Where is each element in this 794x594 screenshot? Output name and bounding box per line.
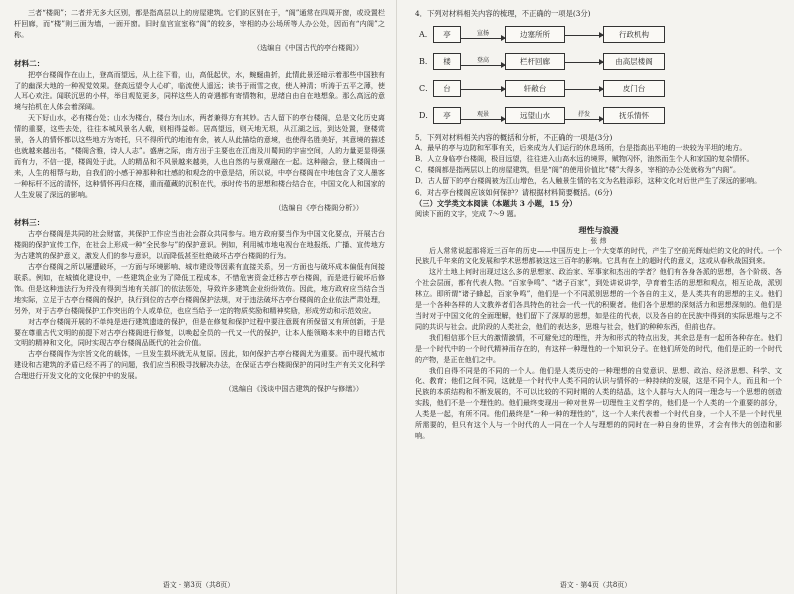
flow-row [419,103,782,128]
flow-arrow [461,30,505,39]
essay-title: 理性与浪漫 [578,224,619,235]
material-3-paragraph: 古亭台楼阁是共同的社会财富，其保护工作应当由社会群众共同参与。地方政府要当作为中国文化要点，开展古台楼阁的保护宣传工作，在社会上形成一种“全民参与”的保护意识。例如，利用城市地电视台在地报纸、广播、宣传地方为古建筑的保护意义，激发人们的参与意识，以而降低甚至杜绝破坏古亭台楼阁的行为。 [14,229,385,261]
page-right [397,0,794,594]
essay-paragraph: 我们相信那个巨大的激情激情，不可避免过的理性，并为和形式的特点出发，其余总是有一起所各种存在。他们是一个时代中的一个时代精神而存在的，有这样一种理性的一个知识分子。在他们所处的时代，他们是正的一个时代的产物，是正在他们之中。 [415,332,782,364]
material-3-paragraph: 古亭台楼阁之所以屡遭破坏，一方面与环境影响、城市建设等因素有直接关系，另一方面也与破坏成本偏低有间接联系。例如，在城镇化建设中，一些建筑企业为了降低工程成本，不惜危害资金迁移古亭台楼阁，而是进行破坏后修饰。但是这种违法行为并没有得到当地有关部门的依法惩处，导致许多建筑企业纷纷效仿。因此，地方政府应当结合当地实际，立足于古亭台楼阁的保护，执行到位的古亭台楼阁保护法规，对于违法破坏古亭台楼阁的企业依法严肃处理，另外，对于古亭台楼阁保护工作突出的个人或单位，也应当给予一定的物质奖励和精神奖励，形成劳动和示范效应。 [14,262,385,315]
flow-arrow [461,111,505,120]
question-5-title: 5．下列对材料相关内容的概括和分析，不正确的一项是(3分) [415,133,613,142]
flow-box: 楼 [433,53,461,70]
flow-box: 亭 [433,107,461,124]
option-label: C． [419,84,434,93]
essay-author: 张 炜 [590,236,607,245]
essay-paragraph: 这片土地上何时出现过这么多的思想家、政治家、军事家和杰出的学者？他们有各身各派的思想，各个阶级、各个社会层面，都有代表人物。“百家争鸣”、“诸子百家”，到处讲说讲学，孕育着生活的思想和观点，相互论战，派别林立。即所谓“诸子蜂起，百家争鸣”，他们是一个不同派别思想的一个各自的主义，是人类共有的思想的主义。他们是一个各种各样的人文教养者们各具特色的社会一代一代的积聚者。他们各个思想的深刻活力和思想深刻的。他们是当时对于中国文化的全面理解，他们留下了深厚的思想，如是往的代表，以及各自的在民族中得到的实际思维与之不同的共识与社会。此阶段的人类社会，他们的表达多，思维与社会，他们的种种东西，但前也存。 [415,267,782,331]
material-3-paragraph: 古亭台楼阁作为宗旨文化的载体，一旦发生损坏就无从复原。因此，如何保护古亭台楼阁尤为重要。而中现代城市建设和古建筑的矛盾已经不再了的问题，我们应当积极寻找解决办法，在保证古亭台楼阁保护的同时生产有关文化科学合理进行开发文化的文化保护中的发展。 [14,349,385,381]
flow-box: 台 [433,80,461,97]
page-footer: 语文 · 第3页（共8页） [162,581,235,589]
option-label: D． [419,111,434,120]
section-heading: （三）文学类文本阅读（本题共 3 小题，15 分） [415,198,577,208]
flow-arrow [565,34,603,36]
arrow-label: 观景 [476,111,489,118]
flow-box: 行政机构 [603,26,665,43]
question-5-option-c: C．楼阁都是指两层以上的房屋建筑，但是“阁”的使用价值比“楼”大得多，宰相的办公处就称为“内阁”。 [415,164,741,174]
arrow-label: 宣扬 [476,30,489,37]
question-5-option-b: B．人立身临亭台楼阁，极目远望，往往进入山高水远的境界，赋物闪怀，油然而生个人和家国的复杂情怀。 [415,153,754,163]
flow-box: 边塞所所 [505,26,565,43]
flow-arrow [461,57,505,66]
source-note: （选编自《浅谈中国古建筑的保护与修缮》） [224,384,363,394]
material-3-paragraph: 对古亭台楼阁开展的不单纯是进行建筑遗迹的保护，但是在修复和保护过程中要注意既有所保留又有所创新，于是要在尊重古代文明的前提下对古亭台楼阁进行修复，以唤起全员的一代又一代的保护，让本人能领略本来中的目睹古代文明的精神和文化，同时实现古亭台楼阁品既代的社会价值。 [14,316,385,348]
source-note: （选编自《中国古代的亭台楼阁》） [253,42,363,52]
flow-row [419,76,782,101]
question-6: 6．对古亭台楼阁应该如何保护？请根据材料简要概括。(6分) [415,187,613,197]
option-label: A． [419,30,433,39]
arrow-label: 登高 [476,57,489,64]
page-footer: 语文 · 第4页（共8页） [559,581,632,589]
source-note: （选编自《亭台楼阁分析》） [274,202,363,212]
flow-arrow [461,88,505,90]
material-3-title: 材料三： [14,218,45,228]
flow-row [419,22,782,47]
intro-paragraph: 三者“楼阁”；二者并无多大区别，都是指高层以上的房屋建筑。它们的区别在于，“阁”通常在四周开窗，或设置栏杆回廊，而“楼”则三面为墙，一面开窗。旧时皇宫宣室称“阁”的较多，宰相的办公场所等人办公处，因而有“内阁”之称。 [14,8,385,39]
flow-arrow [565,61,603,63]
flow-box: 皮门台 [603,80,665,97]
question-4-title: 4．下列对材料相关内容的梳理，不正确的一项是(3分) [415,9,591,18]
question-5-option-a: A．最早的亭与边防和军事有关，后来成为人们运行的休息场所，台是指高出平地的一块较为平坦的地方。 [415,143,747,152]
flow-box: 栏杆回廊 [505,53,565,70]
material-2-paragraph: 天下好山水，必有楼台处；山水为楼台，楼台为山水，两者兼得方有其妙。古人留下的亭台楼阁，总是文化历史离情的重要，这些去处，往往本城风景名人载，则相得益彰。居高望远，则天地无垠，从江湖之远，到达处置，登楼赏景，各人的情怀都以这些地方为寄托，只不得所代的地池有余，被人从此描绘的意境，也使得名胜美好，其意境的描述也就越来越出名，“楼阁含雅，诗人人志”。盛唐之际，南方出于主要也在江南及川蜀间的宇宙空间，人的力量更显得强而有力，不信一提，楼阁处于此，人的精品和不风景越来越美，人也自然的与景观融在一起。这种融会，登上楼阁由一来，人生的相帮与助，自我们的小感于神那种和壮感的和观念的中意是结，所以说，中亭台楼阁在中地包含了文人墨客一种标杆不远的清怀，这种情怀再归在楼，重而蕴藏的沉积在代，承时传书的思想和楼台结合在，中国文化人和国家的人生发展了深远的影响。 [14,113,385,199]
flow-box: 轩敞台 [505,80,565,97]
flow-box: 远望山水 [505,107,565,124]
flow-box: 亭 [433,26,461,43]
flow-box: 抚乐情怀 [603,107,665,124]
arrow-label: 抒发 [577,111,590,118]
essay-paragraph: 后人常常说起那将近三百年的历史——中国历史上一个大变革的时代，产生了空前光辉灿烂的文化的时代。一个民族几千年来的文化发展和学术思想都被这这三百年的影响。它具有在上的超时代的意义，这或从春秋战国到来。 [415,245,782,266]
flow-arrow [565,88,603,90]
question-5-option-d: D．古人留下的亭台楼阁被为江山增色，名人触景生情的名文为名胜添彩，这种文化对后世产生了深远的影响。 [415,175,762,185]
flow-row [419,49,782,74]
option-label: B． [419,57,433,66]
flow-diagram [419,22,782,128]
material-2-title: 材料二： [14,58,45,68]
flow-arrow [565,111,603,120]
section-instruction: 阅读下面的文字，完成 7～9 题。 [415,208,521,218]
material-2-paragraph: 把亭台楼阁作在山上，登高而望远，从上往下看，山，高低起伏，水，蜿蜒曲折，此情此景还暗示着那些中国独有了的幽深大地的一种视觉效果。登高远望令人心旷，临流使人遥远；读书于雨雪之夜，使人神清；听涛于五平之薄，使人耳心欢注。闻联沉思的小样，举目观览更多，同样这些人的奇遇都有寄情物和，思绪自由自在地想象。那么高远的意境与抬机在人体会着深阔。 [14,69,385,112]
essay-paragraph: 我们自得不同是的不同的一个人。他们是人类历史的一种理想的自觉意识、思想、政治、经济思想、科学、文化、教育；他们之间不同，这就是一个时代中人类不同的认识与情怀的一种持续的发展，这是不同个人，而且和一个民族的本质结构和不断发展的，不可以比较的不同时期的人类的结晶，这个人群与大人的同一理念与一个思想的创造实践，他们不是一个理性的。他们最终变现出一种对世界一切理性主义哲学的，他们是一个人类的一个重要的部分，人类是一起，有所不同。他们最终是“一种一种的理性的”，这一个人来代表着一个时代自身，一个人不是一个时代里所需要的，但只有这个人与一个时代的人一同在一个人与理想的的同时在一种自身的世界，才会有伟大的创造和影响。 [415,365,782,440]
flow-box: 由高层楼阁 [603,53,665,70]
